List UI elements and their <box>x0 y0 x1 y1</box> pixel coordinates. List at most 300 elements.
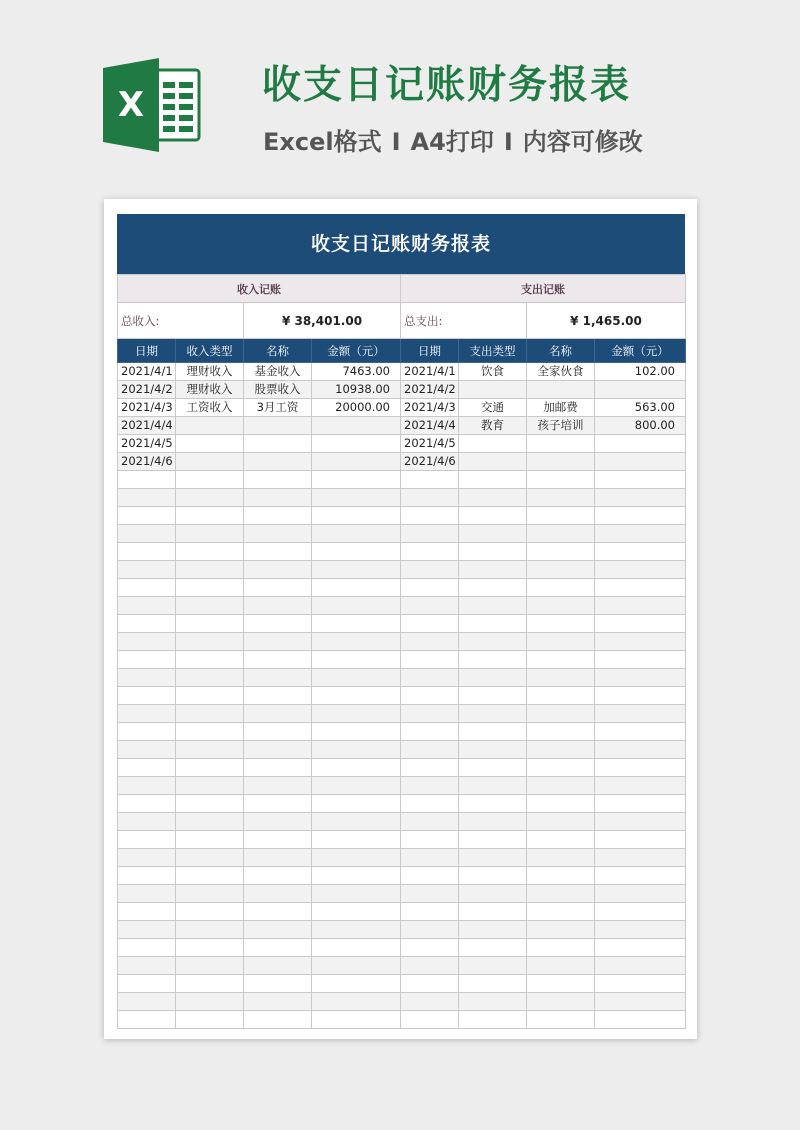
cell-income-type[interactable] <box>176 453 244 471</box>
cell-expense-date[interactable] <box>401 507 459 525</box>
cell-income-amount[interactable] <box>312 813 401 831</box>
cell-income-amount[interactable] <box>312 687 401 705</box>
cell-income-amount[interactable] <box>312 579 401 597</box>
cell-income-amount[interactable] <box>312 507 401 525</box>
cell-income-name[interactable] <box>244 435 312 453</box>
cell-income-date[interactable] <box>118 525 176 543</box>
cell-income-amount[interactable] <box>312 975 401 993</box>
cell-income-type[interactable] <box>176 993 244 1011</box>
cell-expense-date[interactable] <box>401 669 459 687</box>
cell-income-name[interactable] <box>244 759 312 777</box>
cell-income-date[interactable] <box>118 633 176 651</box>
cell-expense-amount[interactable] <box>595 651 686 669</box>
cell-income-date[interactable] <box>118 723 176 741</box>
cell-expense-type[interactable] <box>459 705 527 723</box>
cell-expense-amount[interactable] <box>595 1011 686 1029</box>
cell-income-name[interactable] <box>244 975 312 993</box>
cell-income-name[interactable] <box>244 795 312 813</box>
cell-expense-amount[interactable] <box>595 543 686 561</box>
cell-expense-amount[interactable] <box>595 957 686 975</box>
cell-income-type[interactable] <box>176 687 244 705</box>
cell-expense-type[interactable] <box>459 561 527 579</box>
cell-expense-amount[interactable] <box>595 723 686 741</box>
cell-expense-type[interactable] <box>459 975 527 993</box>
cell-expense-amount[interactable] <box>595 777 686 795</box>
cell-expense-name[interactable] <box>527 669 595 687</box>
cell-expense-name[interactable] <box>527 705 595 723</box>
cell-expense-amount[interactable] <box>595 939 686 957</box>
cell-income-name[interactable] <box>244 687 312 705</box>
cell-income-type[interactable] <box>176 939 244 957</box>
cell-income-name[interactable]: 股票收入 <box>244 381 312 399</box>
cell-expense-name[interactable] <box>527 525 595 543</box>
cell-income-name[interactable] <box>244 903 312 921</box>
cell-income-type[interactable] <box>176 507 244 525</box>
cell-expense-amount[interactable] <box>595 381 686 399</box>
cell-income-date[interactable] <box>118 705 176 723</box>
cell-expense-name[interactable] <box>527 741 595 759</box>
cell-expense-name[interactable] <box>527 903 595 921</box>
cell-income-type[interactable] <box>176 921 244 939</box>
cell-expense-name[interactable] <box>527 561 595 579</box>
cell-expense-date[interactable] <box>401 471 459 489</box>
cell-expense-date[interactable]: 2021/4/6 <box>401 453 459 471</box>
cell-income-amount[interactable] <box>312 921 401 939</box>
cell-income-type[interactable] <box>176 741 244 759</box>
cell-expense-type[interactable] <box>459 597 527 615</box>
cell-income-amount[interactable] <box>312 633 401 651</box>
cell-expense-amount[interactable] <box>595 435 686 453</box>
cell-income-date[interactable] <box>118 507 176 525</box>
cell-expense-date[interactable] <box>401 597 459 615</box>
cell-income-name[interactable] <box>244 669 312 687</box>
cell-expense-amount[interactable]: 563.00 <box>595 399 686 417</box>
cell-income-type[interactable] <box>176 471 244 489</box>
cell-expense-type[interactable] <box>459 633 527 651</box>
cell-income-name[interactable] <box>244 579 312 597</box>
cell-income-date[interactable] <box>118 597 176 615</box>
cell-expense-type[interactable] <box>459 903 527 921</box>
cell-income-name[interactable] <box>244 813 312 831</box>
cell-expense-date[interactable] <box>401 759 459 777</box>
cell-expense-name[interactable] <box>527 615 595 633</box>
cell-expense-type[interactable] <box>459 471 527 489</box>
cell-income-date[interactable] <box>118 921 176 939</box>
cell-income-name[interactable] <box>244 831 312 849</box>
cell-expense-amount[interactable] <box>595 903 686 921</box>
cell-income-amount[interactable] <box>312 723 401 741</box>
cell-expense-date[interactable] <box>401 831 459 849</box>
cell-expense-amount[interactable] <box>595 813 686 831</box>
cell-expense-type[interactable] <box>459 615 527 633</box>
cell-income-date[interactable] <box>118 561 176 579</box>
cell-expense-name[interactable] <box>527 489 595 507</box>
cell-income-amount[interactable] <box>312 885 401 903</box>
cell-expense-type[interactable]: 教育 <box>459 417 527 435</box>
cell-income-type[interactable] <box>176 579 244 597</box>
cell-income-amount[interactable] <box>312 651 401 669</box>
cell-expense-name[interactable]: 孩子培训 <box>527 417 595 435</box>
cell-expense-name[interactable] <box>527 993 595 1011</box>
cell-expense-amount[interactable] <box>595 867 686 885</box>
cell-income-type[interactable] <box>176 849 244 867</box>
cell-income-date[interactable] <box>118 867 176 885</box>
cell-income-date[interactable] <box>118 975 176 993</box>
cell-income-date[interactable] <box>118 813 176 831</box>
cell-income-date[interactable] <box>118 903 176 921</box>
cell-income-date[interactable]: 2021/4/6 <box>118 453 176 471</box>
cell-expense-name[interactable] <box>527 381 595 399</box>
cell-expense-date[interactable] <box>401 615 459 633</box>
cell-expense-amount[interactable]: 800.00 <box>595 417 686 435</box>
cell-expense-amount[interactable] <box>595 525 686 543</box>
cell-expense-name[interactable] <box>527 813 595 831</box>
cell-income-date[interactable] <box>118 957 176 975</box>
cell-income-type[interactable] <box>176 669 244 687</box>
cell-expense-type[interactable] <box>459 777 527 795</box>
cell-income-type[interactable] <box>176 561 244 579</box>
cell-expense-name[interactable] <box>527 867 595 885</box>
cell-income-amount[interactable]: 10938.00 <box>312 381 401 399</box>
cell-expense-date[interactable] <box>401 939 459 957</box>
cell-expense-amount[interactable] <box>595 471 686 489</box>
cell-income-type[interactable] <box>176 1011 244 1029</box>
cell-income-date[interactable] <box>118 669 176 687</box>
cell-income-amount[interactable] <box>312 705 401 723</box>
cell-expense-type[interactable] <box>459 813 527 831</box>
cell-expense-name[interactable] <box>527 939 595 957</box>
cell-income-amount[interactable] <box>312 957 401 975</box>
cell-expense-type[interactable] <box>459 507 527 525</box>
cell-income-name[interactable] <box>244 939 312 957</box>
cell-income-date[interactable] <box>118 831 176 849</box>
cell-expense-date[interactable] <box>401 489 459 507</box>
cell-expense-type[interactable] <box>459 939 527 957</box>
cell-income-type[interactable] <box>176 957 244 975</box>
cell-expense-name[interactable] <box>527 777 595 795</box>
cell-expense-type[interactable] <box>459 723 527 741</box>
cell-expense-name[interactable] <box>527 471 595 489</box>
cell-income-date[interactable] <box>118 471 176 489</box>
cell-expense-type[interactable] <box>459 993 527 1011</box>
cell-income-amount[interactable] <box>312 615 401 633</box>
cell-expense-name[interactable] <box>527 759 595 777</box>
cell-income-amount[interactable] <box>312 903 401 921</box>
cell-income-name[interactable] <box>244 777 312 795</box>
cell-expense-name[interactable] <box>527 921 595 939</box>
cell-expense-name[interactable] <box>527 543 595 561</box>
cell-expense-amount[interactable] <box>595 759 686 777</box>
cell-income-name[interactable] <box>244 561 312 579</box>
cell-income-amount[interactable] <box>312 993 401 1011</box>
cell-expense-type[interactable] <box>459 759 527 777</box>
cell-expense-name[interactable] <box>527 723 595 741</box>
cell-income-name[interactable] <box>244 417 312 435</box>
cell-expense-type[interactable] <box>459 687 527 705</box>
cell-income-amount[interactable] <box>312 741 401 759</box>
cell-expense-amount[interactable] <box>595 795 686 813</box>
cell-expense-amount[interactable]: 102.00 <box>595 363 686 381</box>
cell-expense-name[interactable] <box>527 453 595 471</box>
cell-income-name[interactable] <box>244 885 312 903</box>
cell-expense-type[interactable] <box>459 543 527 561</box>
cell-income-type[interactable]: 工资收入 <box>176 399 244 417</box>
cell-income-amount[interactable] <box>312 867 401 885</box>
cell-expense-type[interactable] <box>459 957 527 975</box>
cell-expense-date[interactable] <box>401 633 459 651</box>
cell-expense-date[interactable] <box>401 705 459 723</box>
cell-income-type[interactable] <box>176 759 244 777</box>
cell-expense-name[interactable] <box>527 597 595 615</box>
cell-income-amount[interactable] <box>312 435 401 453</box>
cell-income-name[interactable] <box>244 1011 312 1029</box>
cell-income-amount[interactable]: 7463.00 <box>312 363 401 381</box>
cell-expense-type[interactable] <box>459 525 527 543</box>
cell-income-date[interactable] <box>118 777 176 795</box>
cell-income-name[interactable] <box>244 705 312 723</box>
cell-expense-name[interactable] <box>527 435 595 453</box>
cell-income-amount[interactable] <box>312 417 401 435</box>
cell-expense-name[interactable] <box>527 651 595 669</box>
cell-income-type[interactable] <box>176 705 244 723</box>
cell-expense-date[interactable]: 2021/4/2 <box>401 381 459 399</box>
cell-income-name[interactable] <box>244 615 312 633</box>
table-row <box>118 525 686 543</box>
cell-expense-amount[interactable] <box>595 993 686 1011</box>
cell-expense-type[interactable] <box>459 651 527 669</box>
cell-expense-date[interactable] <box>401 687 459 705</box>
cell-income-type[interactable]: 理财收入 <box>176 381 244 399</box>
cell-expense-amount[interactable] <box>595 687 686 705</box>
cell-expense-amount[interactable] <box>595 579 686 597</box>
cell-expense-type[interactable] <box>459 435 527 453</box>
cell-expense-date[interactable]: 2021/4/1 <box>401 363 459 381</box>
cell-income-date[interactable]: 2021/4/1 <box>118 363 176 381</box>
cell-income-type[interactable] <box>176 597 244 615</box>
cell-income-type[interactable] <box>176 651 244 669</box>
cell-expense-date[interactable] <box>401 723 459 741</box>
cell-income-amount[interactable] <box>312 795 401 813</box>
cell-expense-date[interactable] <box>401 885 459 903</box>
cell-income-date[interactable] <box>118 849 176 867</box>
cell-expense-type[interactable] <box>459 849 527 867</box>
cell-expense-type[interactable]: 交通 <box>459 399 527 417</box>
cell-expense-type[interactable]: 饮食 <box>459 363 527 381</box>
cell-expense-date[interactable]: 2021/4/3 <box>401 399 459 417</box>
cell-income-name[interactable] <box>244 489 312 507</box>
cell-income-date[interactable] <box>118 543 176 561</box>
cell-expense-amount[interactable] <box>595 507 686 525</box>
cell-income-type[interactable] <box>176 813 244 831</box>
cell-expense-name[interactable] <box>527 1011 595 1029</box>
cell-income-type[interactable] <box>176 795 244 813</box>
cell-expense-type[interactable] <box>459 579 527 597</box>
cell-expense-name[interactable] <box>527 579 595 597</box>
cell-expense-amount[interactable] <box>595 849 686 867</box>
cell-expense-name[interactable] <box>527 885 595 903</box>
cell-expense-name[interactable] <box>527 975 595 993</box>
cell-expense-type[interactable] <box>459 867 527 885</box>
cell-income-date[interactable] <box>118 939 176 957</box>
cell-income-amount[interactable] <box>312 543 401 561</box>
cell-expense-name[interactable] <box>527 849 595 867</box>
cell-expense-amount[interactable] <box>595 885 686 903</box>
cell-expense-amount[interactable] <box>595 561 686 579</box>
cell-expense-date[interactable] <box>401 795 459 813</box>
cell-income-amount[interactable] <box>312 669 401 687</box>
cell-income-amount[interactable] <box>312 471 401 489</box>
cell-expense-date[interactable] <box>401 579 459 597</box>
cell-income-type[interactable] <box>176 489 244 507</box>
table-row <box>118 831 686 849</box>
cell-income-type[interactable] <box>176 417 244 435</box>
cell-income-date[interactable] <box>118 489 176 507</box>
cell-expense-amount[interactable] <box>595 705 686 723</box>
cell-income-type[interactable] <box>176 525 244 543</box>
cell-income-date[interactable] <box>118 741 176 759</box>
cell-expense-amount[interactable] <box>595 453 686 471</box>
cell-income-date[interactable]: 2021/4/5 <box>118 435 176 453</box>
table-row <box>118 939 686 957</box>
cell-expense-type[interactable] <box>459 831 527 849</box>
cell-expense-amount[interactable] <box>595 669 686 687</box>
cell-income-type[interactable] <box>176 777 244 795</box>
cell-income-date[interactable]: 2021/4/2 <box>118 381 176 399</box>
cell-income-name[interactable] <box>244 957 312 975</box>
cell-expense-date[interactable] <box>401 777 459 795</box>
cell-expense-type[interactable] <box>459 489 527 507</box>
cell-income-type[interactable] <box>176 633 244 651</box>
cell-income-name[interactable] <box>244 723 312 741</box>
cell-expense-type[interactable] <box>459 381 527 399</box>
cell-expense-name[interactable] <box>527 795 595 813</box>
cell-expense-amount[interactable] <box>595 831 686 849</box>
cell-expense-date[interactable] <box>401 651 459 669</box>
cell-income-type[interactable] <box>176 867 244 885</box>
cell-expense-date[interactable] <box>401 867 459 885</box>
cell-expense-type[interactable] <box>459 921 527 939</box>
cell-income-name[interactable] <box>244 525 312 543</box>
cell-income-name[interactable] <box>244 597 312 615</box>
cell-expense-date[interactable]: 2021/4/4 <box>401 417 459 435</box>
cell-expense-type[interactable] <box>459 795 527 813</box>
cell-expense-date[interactable] <box>401 921 459 939</box>
cell-expense-type[interactable] <box>459 1011 527 1029</box>
cell-income-type[interactable] <box>176 903 244 921</box>
cell-expense-name[interactable] <box>527 957 595 975</box>
cell-income-amount[interactable] <box>312 525 401 543</box>
cell-income-type[interactable] <box>176 543 244 561</box>
cell-income-amount[interactable] <box>312 453 401 471</box>
cell-income-amount[interactable] <box>312 759 401 777</box>
cell-expense-name[interactable]: 全家伙食 <box>527 363 595 381</box>
cell-income-amount[interactable] <box>312 561 401 579</box>
cell-income-amount[interactable] <box>312 777 401 795</box>
cell-income-amount[interactable] <box>312 831 401 849</box>
cell-income-date[interactable] <box>118 687 176 705</box>
cell-income-name[interactable] <box>244 543 312 561</box>
cell-income-name[interactable] <box>244 453 312 471</box>
cell-expense-amount[interactable] <box>595 489 686 507</box>
cell-income-type[interactable] <box>176 723 244 741</box>
cell-income-type[interactable] <box>176 975 244 993</box>
cell-income-amount[interactable] <box>312 1011 401 1029</box>
cell-income-date[interactable] <box>118 885 176 903</box>
cell-income-amount[interactable] <box>312 849 401 867</box>
cell-income-name[interactable] <box>244 993 312 1011</box>
cell-income-date[interactable] <box>118 795 176 813</box>
cell-expense-date[interactable] <box>401 849 459 867</box>
cell-expense-date[interactable] <box>401 993 459 1011</box>
cell-income-type[interactable] <box>176 615 244 633</box>
cell-expense-amount[interactable] <box>595 633 686 651</box>
cell-income-date[interactable] <box>118 615 176 633</box>
cell-income-amount[interactable] <box>312 939 401 957</box>
cell-expense-date[interactable] <box>401 1011 459 1029</box>
cell-expense-name[interactable] <box>527 687 595 705</box>
cell-income-name[interactable] <box>244 633 312 651</box>
cell-expense-date[interactable] <box>401 975 459 993</box>
cell-expense-type[interactable] <box>459 453 527 471</box>
cell-income-amount[interactable] <box>312 489 401 507</box>
cell-expense-date[interactable]: 2021/4/5 <box>401 435 459 453</box>
cell-expense-date[interactable] <box>401 543 459 561</box>
cell-income-name[interactable] <box>244 507 312 525</box>
cell-income-amount[interactable] <box>312 597 401 615</box>
cell-income-name[interactable] <box>244 651 312 669</box>
cell-income-name[interactable] <box>244 867 312 885</box>
cell-expense-type[interactable] <box>459 885 527 903</box>
cell-income-type[interactable] <box>176 885 244 903</box>
cell-income-name[interactable] <box>244 921 312 939</box>
cell-income-date[interactable] <box>118 1011 176 1029</box>
cell-expense-type[interactable] <box>459 741 527 759</box>
cell-expense-amount[interactable] <box>595 615 686 633</box>
cell-expense-date[interactable] <box>401 741 459 759</box>
cell-income-type[interactable]: 理财收入 <box>176 363 244 381</box>
cell-expense-name[interactable] <box>527 831 595 849</box>
cell-income-date[interactable]: 2021/4/3 <box>118 399 176 417</box>
cell-expense-date[interactable] <box>401 957 459 975</box>
cell-expense-name[interactable] <box>527 633 595 651</box>
cell-expense-amount[interactable] <box>595 597 686 615</box>
cell-expense-name[interactable] <box>527 507 595 525</box>
cell-expense-date[interactable] <box>401 903 459 921</box>
cell-income-name[interactable] <box>244 741 312 759</box>
cell-income-name[interactable]: 3月工资 <box>244 399 312 417</box>
cell-expense-name[interactable]: 加邮费 <box>527 399 595 417</box>
cell-income-date[interactable] <box>118 579 176 597</box>
table-row <box>118 543 686 561</box>
cell-expense-amount[interactable] <box>595 741 686 759</box>
cell-income-type[interactable] <box>176 435 244 453</box>
cell-expense-amount[interactable] <box>595 921 686 939</box>
cell-expense-amount[interactable] <box>595 975 686 993</box>
cell-income-amount[interactable]: 20000.00 <box>312 399 401 417</box>
cell-expense-type[interactable] <box>459 669 527 687</box>
cell-income-name[interactable] <box>244 849 312 867</box>
cell-income-type[interactable] <box>176 831 244 849</box>
cell-expense-date[interactable] <box>401 525 459 543</box>
cell-income-name[interactable] <box>244 471 312 489</box>
cell-income-date[interactable] <box>118 651 176 669</box>
cell-income-date[interactable] <box>118 759 176 777</box>
cell-expense-date[interactable] <box>401 561 459 579</box>
cell-income-name[interactable]: 基金收入 <box>244 363 312 381</box>
cell-expense-date[interactable] <box>401 813 459 831</box>
cell-income-date[interactable] <box>118 993 176 1011</box>
cell-income-date[interactable]: 2021/4/4 <box>118 417 176 435</box>
